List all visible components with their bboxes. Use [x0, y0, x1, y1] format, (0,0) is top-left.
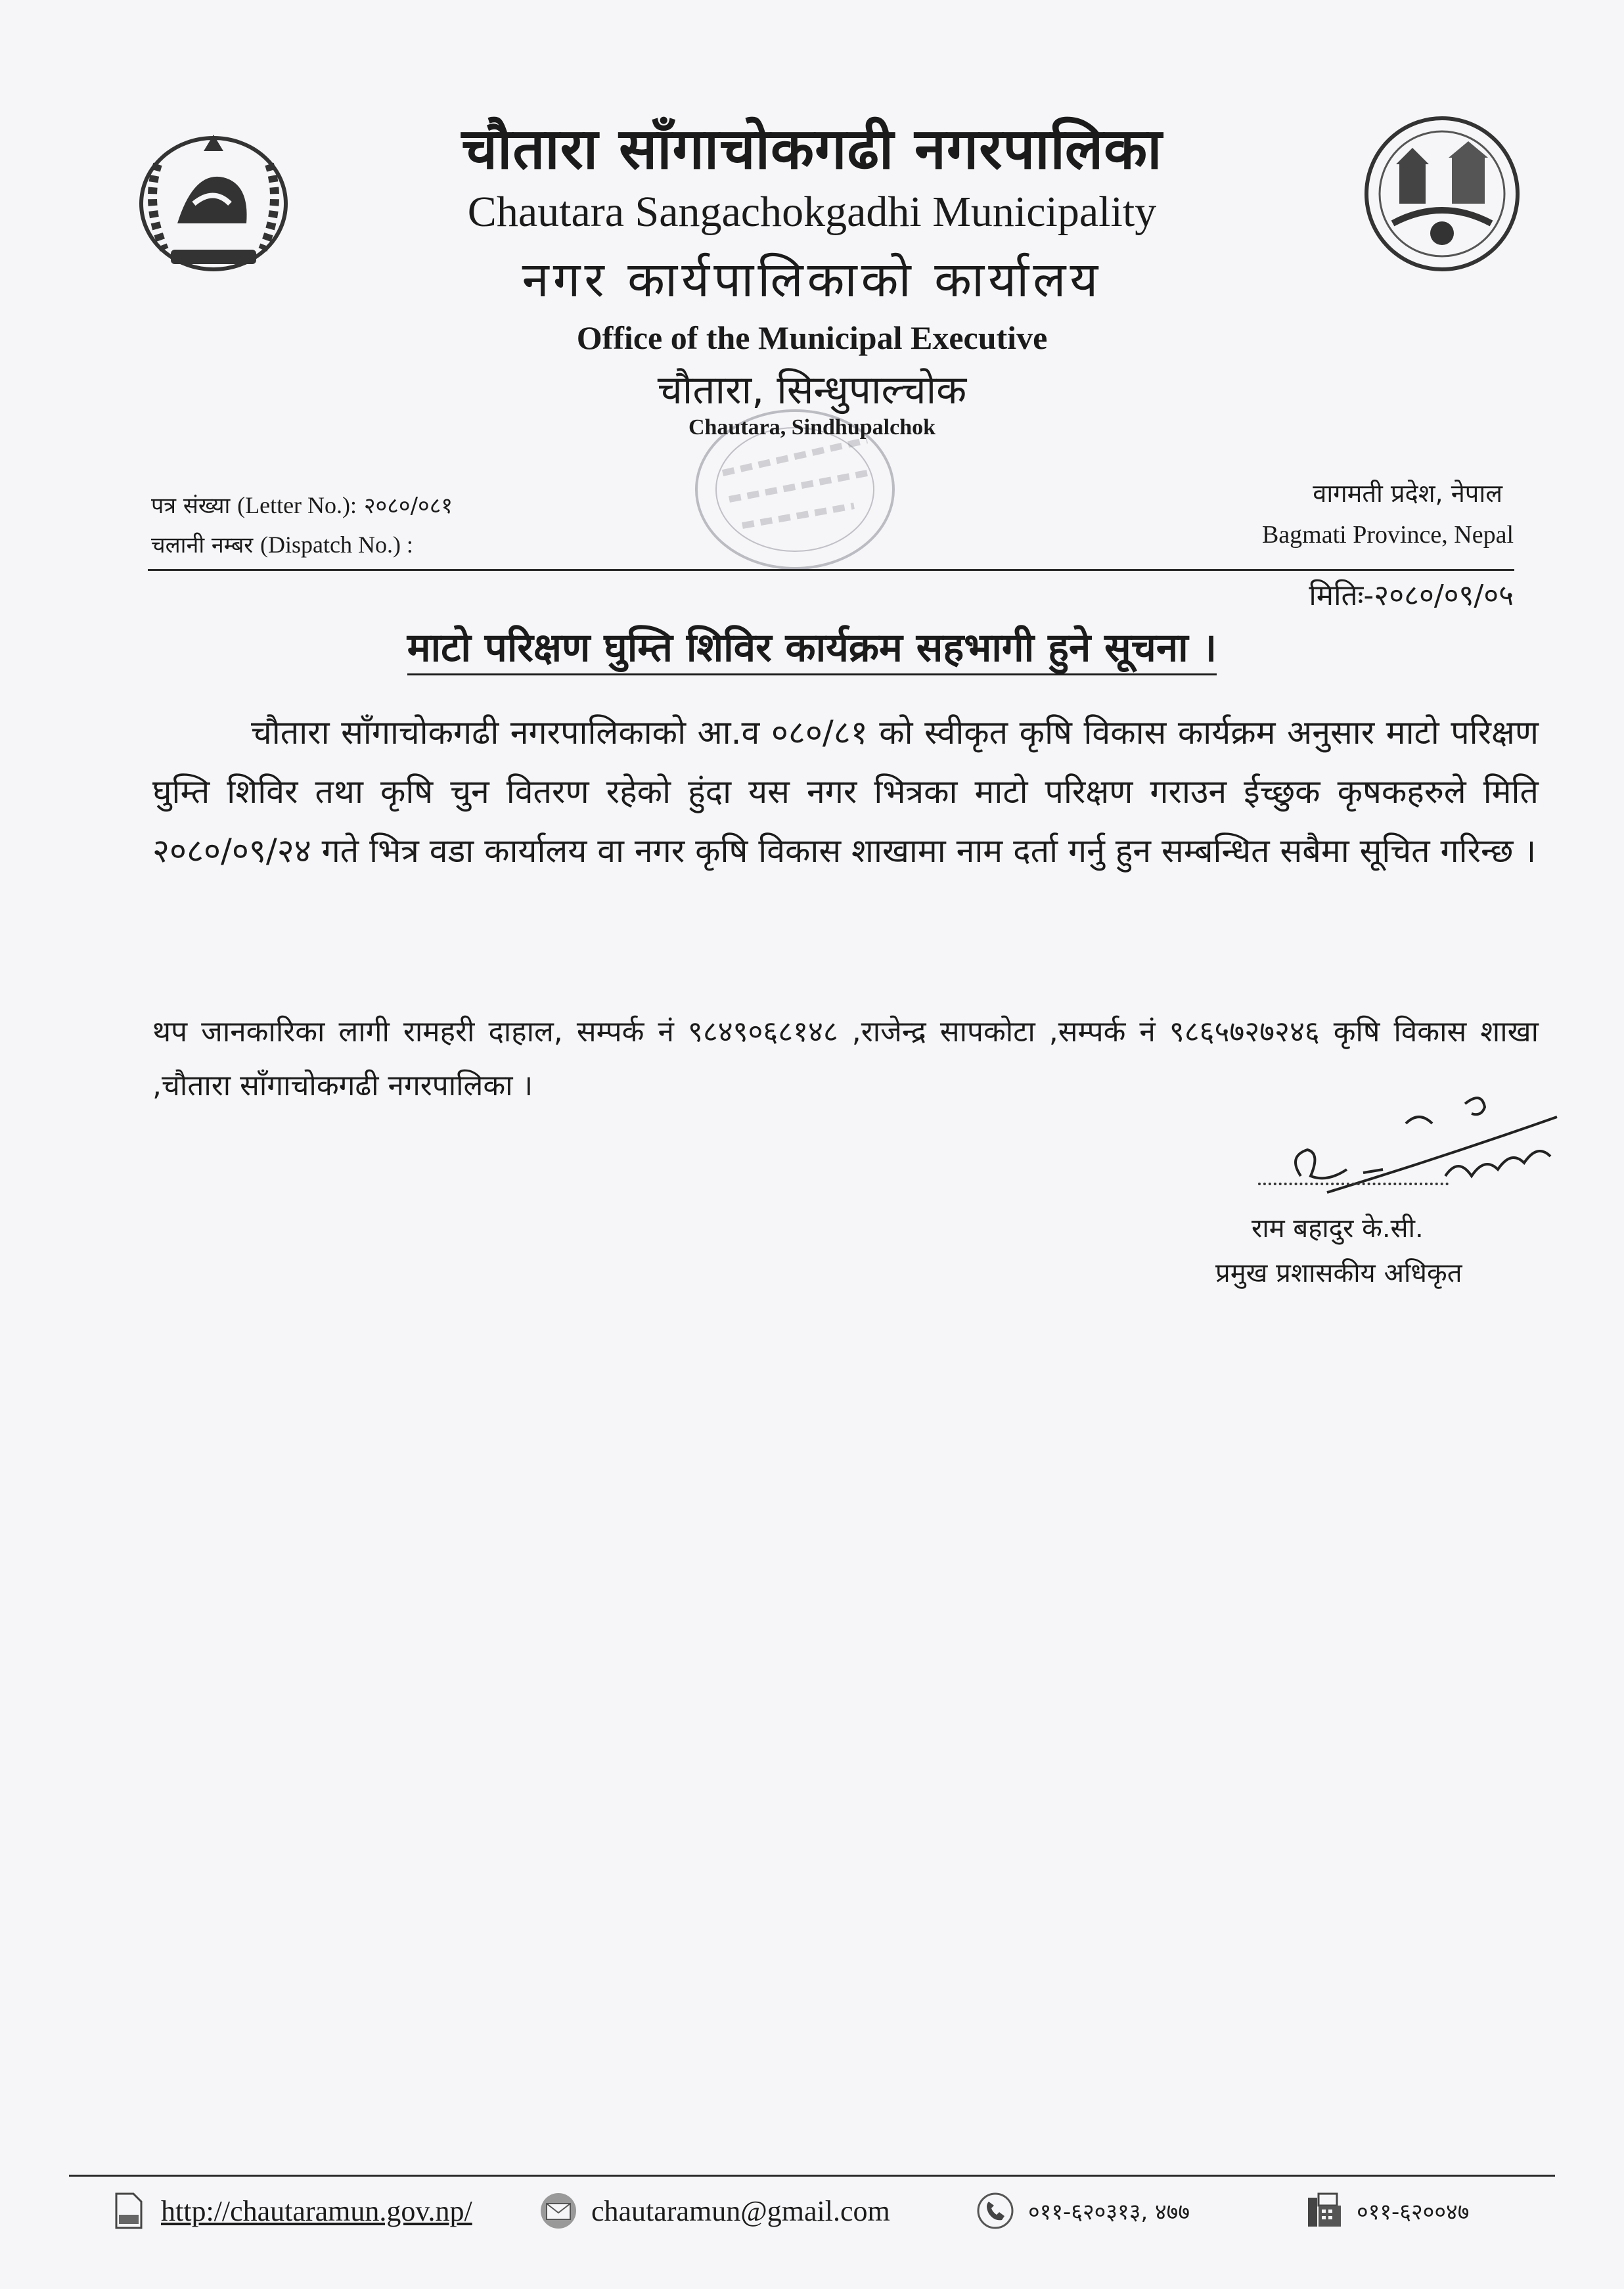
phone-numbers: ०११-६२०३१३, ४७७	[1028, 2199, 1190, 2225]
signature-line	[1258, 1183, 1449, 1185]
province-en: Bagmati Province, Nepal	[1261, 521, 1514, 549]
email-address[interactable]: chautaramun@gmail.com	[591, 2194, 890, 2227]
footer-email	[539, 2191, 890, 2231]
place-name-ne: चौतारा, सिन्धुपाल्चोक	[657, 367, 967, 413]
signatory-name: राम बहादुर के.सी.	[1252, 1213, 1424, 1244]
fax-number: ०११-६२००४७	[1357, 2199, 1470, 2225]
fax-icon	[1304, 2191, 1343, 2231]
letter-label-en: (Letter No.):	[237, 492, 357, 518]
letter-label-ne: पत्र संख्या	[151, 493, 231, 519]
notice-body: चौतारा साँगाचोकगढी नगरपालिकाको आ.व ०८०/८१ को स्वीकृत कृषि विकास कार्यक्रम अनुसार माटो परिक्षण घुम्ति शिविर तथा कृषि चुन वितरण रहेको हुंदा यस नगर भित्रका माटो परिक्षण गराउन ईच्छुक कृषकहरुले मिति २०८०/०९/२४ गते भित्र वडा कार्यालय वा नगर कृषि विकास शाखामा नाम दर्ता गर्नु हुन सम्बन्धित सबैमा सूचित गरिन्छ ।	[152, 714, 1539, 870]
municipality-name-en: Chautara Sangachokgadhi Municipality	[467, 188, 1157, 236]
office-name-ne: नगर कार्यपालिकाको कार्यालय	[522, 252, 1102, 308]
footer-phone	[976, 2191, 1190, 2231]
dispatch-label-en: (Dispatch No.) :	[259, 532, 413, 558]
signatory-title: प्रमुख प्रशासकीय अधिकृत	[1215, 1258, 1462, 1288]
province-ne: वागमती प्रदेश, नेपाल	[1313, 479, 1502, 508]
dispatch-label-ne: चलानी नम्बर	[151, 532, 254, 558]
footer-fax	[1304, 2191, 1469, 2231]
letter-date: मितिः-२०८०/०९/०५	[1309, 579, 1514, 612]
municipality-name-ne: चौतारा साँगाचोकगढी नगरपालिका	[461, 116, 1163, 182]
office-name-en: Office of the Municipal Executive	[576, 319, 1048, 356]
phone-icon	[976, 2191, 1015, 2231]
signature-icon	[1248, 1077, 1590, 1209]
dispatch-number-line	[151, 529, 413, 559]
header-divider	[148, 569, 1514, 571]
footer-website	[108, 2191, 472, 2231]
footer-divider	[69, 2175, 1555, 2177]
notice-subject	[0, 619, 1624, 673]
letter-number-line	[151, 489, 453, 520]
contact-info: थप जानकारिका लागी रामहरी दाहाल, सम्पर्क नं ९८४९०६८१४८ ,राजेन्द्र सापकोटा ,सम्पर्क नं ९८६५७२७२४६ कृषि विकास शाखा ,चौतारा साँगाचोकगढी नगरपालिका ।	[152, 1015, 1539, 1102]
place-name-en: Chautara, Sindhupalchok	[688, 415, 936, 440]
url-icon	[108, 2191, 148, 2231]
subject-text: माटो परिक्षण घुम्ति शिविर कार्यक्रम सहभागी हुने सूचना ।	[407, 625, 1217, 675]
letter-value: २०८०/०८१	[363, 493, 453, 519]
envelope-icon	[539, 2191, 578, 2231]
website-link[interactable]: http://chautaramun.gov.np/	[161, 2194, 472, 2227]
